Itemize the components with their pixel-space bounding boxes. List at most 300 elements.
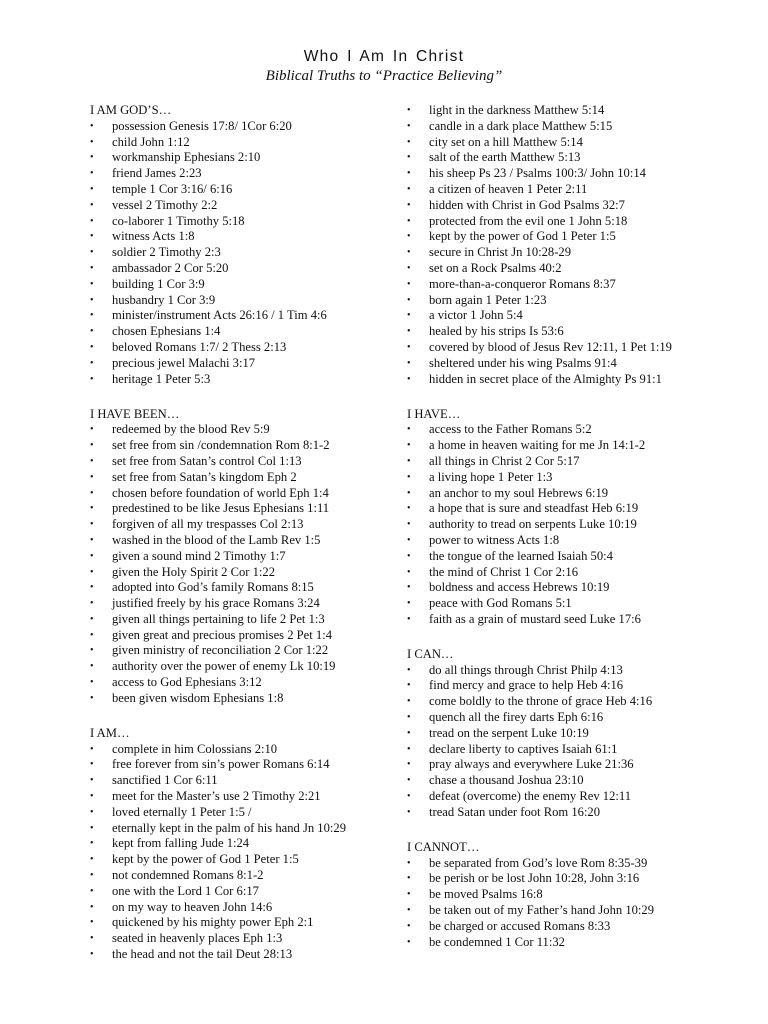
- list-item-text: quench all the firey darts Eph 6:16: [429, 710, 604, 725]
- bullet-icon: •: [407, 231, 411, 243]
- bullet-icon: •: [90, 806, 94, 818]
- list-item: [90, 805, 400, 821]
- list-item-text: sanctified 1 Cor 6:11: [112, 773, 218, 788]
- bullet-icon: •: [407, 727, 411, 739]
- bullet-icon: •: [90, 247, 94, 259]
- bullet-icon: •: [90, 455, 94, 467]
- bullet-icon: •: [407, 120, 411, 132]
- bullet-icon: •: [90, 310, 94, 322]
- list-item: [90, 915, 400, 931]
- bullet-icon: •: [90, 550, 94, 562]
- list-item: [90, 821, 400, 837]
- list-item-text: access to God Ephesians 3:12: [112, 675, 262, 690]
- bullet-icon: •: [407, 247, 411, 259]
- list-item: [407, 198, 747, 214]
- list-item: [90, 166, 400, 182]
- list-item: [90, 757, 400, 773]
- list-item: [90, 356, 400, 372]
- bullet-icon: •: [407, 550, 411, 562]
- list-item: [407, 935, 747, 951]
- list-item: [407, 119, 747, 135]
- list-item-text: born again 1 Peter 1:23: [429, 292, 547, 307]
- bullet-icon: •: [407, 503, 411, 515]
- bullet-list: [90, 422, 400, 706]
- list-item-text: heritage 1 Peter 5:3: [112, 371, 211, 386]
- list-item-text: tread on the serpent Luke 10:19: [429, 725, 589, 740]
- list-item-text: the head and not the tail Deut 28:13: [112, 947, 293, 962]
- section: [407, 840, 747, 951]
- bullet-icon: •: [90, 775, 94, 787]
- bullet-icon: •: [90, 645, 94, 657]
- list-item-text: candle in a dark place Matthew 5:15: [429, 118, 613, 133]
- bullet-icon: •: [407, 152, 411, 164]
- list-item-text: vessel 2 Timothy 2:2: [112, 197, 218, 212]
- section: [407, 103, 747, 387]
- list-item: [407, 214, 747, 230]
- list-item: [90, 836, 400, 852]
- list-item: [90, 773, 400, 789]
- list-item: [407, 438, 747, 454]
- list-item-text: kept from falling Jude 1:24: [112, 836, 250, 851]
- bullet-icon: •: [90, 341, 94, 353]
- bullet-icon: •: [407, 278, 411, 290]
- list-item: [90, 868, 400, 884]
- list-item: [90, 852, 400, 868]
- bullet-icon: •: [407, 873, 411, 885]
- bullet-icon: •: [407, 582, 411, 594]
- list-item: [90, 947, 400, 963]
- list-item-text: minister/instrument Acts 26:16 / 1 Tim 4:6: [112, 308, 327, 323]
- list-item-text: justified freely by his grace Romans 3:24: [112, 596, 320, 611]
- list-item-text: a hope that is sure and steadfast Heb 6:19: [429, 501, 639, 516]
- list-item-text: meet for the Master’s use 2 Timothy 2:21: [112, 789, 321, 804]
- section-heading: I CANNOT…: [407, 839, 480, 854]
- list-item-text: come boldly to the throne of grace Heb 4:16: [429, 694, 653, 709]
- list-item: [407, 580, 747, 596]
- bullet-icon: •: [407, 105, 411, 116]
- bullet-list: [90, 742, 400, 963]
- list-item: [407, 245, 747, 261]
- bullet-icon: •: [90, 743, 94, 755]
- list-item-text: pray always and everywhere Luke 21:36: [429, 757, 634, 772]
- list-item-text: declare liberty to captives Isaiah 61:1: [429, 741, 618, 756]
- list-item-text: the tongue of the learned Isaiah 50:4: [429, 548, 613, 563]
- list-item: [90, 372, 400, 388]
- list-item-text: faith as a grain of mustard seed Luke 17:6: [429, 611, 641, 626]
- list-item: [90, 900, 400, 916]
- list-item: [407, 612, 747, 628]
- list-item-text: an anchor to my soul Hebrews 6:19: [429, 485, 609, 500]
- section: [90, 726, 400, 963]
- bullet-list: [407, 856, 747, 951]
- bullet-icon: •: [407, 357, 411, 369]
- list-item: [407, 308, 747, 324]
- list-item-text: eternally kept in the palm of his hand Jn 10:29: [112, 820, 346, 835]
- list-item: [90, 182, 400, 198]
- list-item-text: a citizen of heaven 1 Peter 2:11: [429, 181, 588, 196]
- list-item-text: hidden in secret place of the Almighty Ps 91:1: [429, 371, 662, 386]
- list-item-text: be condemned 1 Cor 11:32: [429, 934, 565, 949]
- list-item: [90, 340, 400, 356]
- bullet-icon: •: [407, 680, 411, 692]
- list-item: [407, 710, 747, 726]
- list-item-text: workmanship Ephesians 2:10: [112, 150, 261, 165]
- list-item-text: all things in Christ 2 Cor 5:17: [429, 453, 580, 468]
- list-item: [407, 789, 747, 805]
- list-item-text: peace with God Romans 5:1: [429, 596, 572, 611]
- list-item-text: temple 1 Cor 3:16/ 6:16: [112, 181, 233, 196]
- section-heading: I HAVE BEEN…: [90, 406, 180, 421]
- bullet-icon: •: [90, 278, 94, 290]
- list-item-text: access to the Father Romans 5:2: [429, 422, 592, 437]
- list-item: [90, 675, 400, 691]
- list-item-text: predestined to be like Jesus Ephesians 1:11: [112, 501, 330, 516]
- list-item: [90, 135, 400, 151]
- list-item-text: kept by the power of God 1 Peter 1:5: [112, 852, 299, 867]
- list-item-text: beloved Romans 1:7/ 2 Thess 2:13: [112, 339, 287, 354]
- list-item: [407, 261, 747, 277]
- bullet-icon: •: [90, 613, 94, 625]
- bullet-icon: •: [407, 905, 411, 917]
- list-item: [407, 694, 747, 710]
- list-item: [407, 470, 747, 486]
- list-item-text: set free from sin /condemnation Rom 8:1-2: [112, 438, 330, 453]
- list-item-text: chase a thousand Joshua 23:10: [429, 773, 584, 788]
- list-item-text: forgiven of all my trespasses Col 2:13: [112, 517, 304, 532]
- list-item-text: given great and precious promises 2 Pet 1:4: [112, 627, 332, 642]
- list-item: [90, 931, 400, 947]
- list-item: [407, 663, 747, 679]
- list-item: [90, 884, 400, 900]
- bullet-icon: •: [407, 696, 411, 708]
- section: [90, 407, 400, 707]
- list-item: [407, 135, 747, 151]
- list-item: [90, 628, 400, 644]
- bullet-icon: •: [407, 889, 411, 901]
- list-item-text: given a sound mind 2 Timothy 1:7: [112, 548, 286, 563]
- list-item: [407, 919, 747, 935]
- list-item: [407, 726, 747, 742]
- section: [90, 103, 400, 387]
- bullet-icon: •: [407, 294, 411, 306]
- list-item: [90, 596, 400, 612]
- list-item: [407, 871, 747, 887]
- bullet-icon: •: [407, 373, 411, 385]
- list-item: [407, 293, 747, 309]
- bullet-icon: •: [407, 534, 411, 546]
- list-item: [90, 549, 400, 565]
- list-item-text: redeemed by the blood Rev 5:9: [112, 422, 270, 437]
- list-item-text: covered by blood of Jesus Rev 12:11, 1 Pet 1:19: [429, 339, 672, 354]
- list-item-text: be separated from God’s love Rom 8:35-39: [429, 855, 648, 870]
- list-item: [90, 580, 400, 596]
- list-item-text: seated in heavenly places Eph 1:3: [112, 931, 283, 946]
- bullet-icon: •: [90, 854, 94, 866]
- bullet-icon: •: [407, 664, 411, 676]
- bullet-icon: •: [90, 661, 94, 673]
- bullet-icon: •: [90, 152, 94, 164]
- list-item-text: complete in him Colossians 2:10: [112, 741, 278, 756]
- list-item-text: be charged or accused Romans 8:33: [429, 918, 611, 933]
- bullet-icon: •: [90, 933, 94, 945]
- list-item: [407, 372, 747, 388]
- list-item-text: not condemned Romans 8:1-2: [112, 868, 264, 883]
- list-item-text: friend James 2:23: [112, 166, 202, 181]
- list-item: [90, 119, 400, 135]
- list-item: [90, 261, 400, 277]
- list-item: [407, 166, 747, 182]
- list-item: [407, 533, 747, 549]
- bullet-icon: •: [90, 424, 94, 436]
- list-item-text: one with the Lord 1 Cor 6:17: [112, 883, 259, 898]
- list-item: [407, 324, 747, 340]
- bullet-icon: •: [90, 901, 94, 913]
- list-item: [407, 501, 747, 517]
- list-item: [407, 742, 747, 758]
- list-item-text: be moved Psalms 16:8: [429, 887, 543, 902]
- list-item: [407, 856, 747, 872]
- document-header: [0, 47, 768, 86]
- bullet-icon: •: [407, 743, 411, 755]
- list-item: [407, 887, 747, 903]
- list-item-text: on my way to heaven John 14:6: [112, 899, 273, 914]
- list-item: [407, 757, 747, 773]
- list-item-text: a living hope 1 Peter 1:3: [429, 469, 553, 484]
- bullet-icon: •: [90, 503, 94, 515]
- list-item: [407, 596, 747, 612]
- list-item-text: precious jewel Malachi 3:17: [112, 355, 256, 370]
- bullet-icon: •: [407, 326, 411, 338]
- list-item: [407, 517, 747, 533]
- list-item: [90, 691, 400, 707]
- list-item-text: protected from the evil one 1 John 5:18: [429, 213, 628, 228]
- list-item: [90, 533, 400, 549]
- list-item-text: be taken out of my Father’s hand John 10:29: [429, 903, 655, 918]
- bullet-icon: •: [407, 168, 411, 180]
- section: [407, 407, 747, 628]
- bullet-icon: •: [90, 199, 94, 211]
- bullet-icon: •: [90, 136, 94, 148]
- bullet-icon: •: [90, 692, 94, 704]
- list-item-text: hidden with Christ in God Psalms 32:7: [429, 197, 625, 212]
- list-item: [407, 454, 747, 470]
- list-item: [90, 470, 400, 486]
- list-item-text: witness Acts 1:8: [112, 229, 195, 244]
- bullet-icon: •: [90, 373, 94, 385]
- list-item-text: salt of the earth Matthew 5:13: [429, 150, 581, 165]
- bullet-icon: •: [90, 357, 94, 369]
- list-item: [90, 277, 400, 293]
- list-item-text: set on a Rock Psalms 40:2: [429, 260, 562, 275]
- section-heading: I HAVE…: [407, 406, 461, 421]
- list-item: [90, 293, 400, 309]
- list-item: [90, 308, 400, 324]
- list-item: [90, 422, 400, 438]
- list-item-text: adopted into God’s family Romans 8:15: [112, 580, 314, 595]
- list-item-text: set free from Satan’s kingdom Eph 2: [112, 469, 297, 484]
- bullet-icon: •: [407, 857, 411, 869]
- list-item-text: given the Holy Spirit 2 Cor 1:22: [112, 564, 276, 579]
- bullet-icon: •: [90, 120, 94, 132]
- bullet-icon: •: [90, 822, 94, 834]
- list-item: [90, 789, 400, 805]
- bullet-list: [407, 422, 747, 627]
- list-item-text: husbandry 1 Cor 3:9: [112, 292, 216, 307]
- left-column: [90, 103, 400, 982]
- list-item: [90, 565, 400, 581]
- list-item: [90, 659, 400, 675]
- bullet-icon: •: [90, 677, 94, 689]
- bullet-icon: •: [90, 534, 94, 546]
- list-item-text: sheltered under his wing Psalms 91:4: [429, 355, 617, 370]
- bullet-icon: •: [407, 424, 411, 436]
- bullet-icon: •: [90, 519, 94, 531]
- bullet-icon: •: [90, 582, 94, 594]
- bullet-icon: •: [407, 775, 411, 787]
- bullet-icon: •: [90, 183, 94, 195]
- bullet-icon: •: [90, 949, 94, 961]
- bullet-icon: •: [90, 440, 94, 452]
- bullet-icon: •: [407, 341, 411, 353]
- list-item-text: kept by the power of God 1 Peter 1:5: [429, 229, 616, 244]
- list-item-text: quickened by his mighty power Eph 2:1: [112, 915, 314, 930]
- bullet-icon: •: [90, 629, 94, 641]
- list-item-text: ambassador 2 Cor 5:20: [112, 260, 229, 275]
- list-item: [407, 229, 747, 245]
- list-item: [90, 150, 400, 166]
- bullet-icon: •: [90, 791, 94, 803]
- bullet-icon: •: [407, 519, 411, 531]
- bullet-icon: •: [407, 936, 411, 948]
- bullet-icon: •: [407, 487, 411, 499]
- list-item-text: tread Satan under foot Rom 16:20: [429, 804, 601, 819]
- bullet-icon: •: [90, 598, 94, 610]
- list-item: [90, 214, 400, 230]
- bullet-icon: •: [90, 917, 94, 929]
- bullet-icon: •: [407, 566, 411, 578]
- bullet-icon: •: [407, 598, 411, 610]
- bullet-icon: •: [407, 215, 411, 227]
- list-item-text: chosen before foundation of world Eph 1:4: [112, 485, 329, 500]
- list-item-text: city set on a hill Matthew 5:14: [429, 134, 583, 149]
- list-item-text: washed in the blood of the Lamb Rev 1:5: [112, 532, 321, 547]
- list-item-text: chosen Ephesians 1:4: [112, 324, 221, 339]
- list-item-text: been given wisdom Ephesians 1:8: [112, 690, 284, 705]
- bullet-icon: •: [407, 262, 411, 274]
- list-item-text: his sheep Ps 23 / Psalms 100:3/ John 10:14: [429, 166, 646, 181]
- list-item-text: healed by his strips Is 53:6: [429, 324, 564, 339]
- bullet-icon: •: [90, 215, 94, 227]
- list-item: [90, 198, 400, 214]
- list-item-text: power to witness Acts 1:8: [429, 532, 560, 547]
- list-item: [407, 486, 747, 502]
- bullet-icon: •: [407, 455, 411, 467]
- list-item-text: defeat (overcome) the enemy Rev 12:11: [429, 789, 631, 804]
- section-heading: I AM…: [90, 725, 130, 740]
- list-item: [90, 501, 400, 517]
- list-item-text: given all things pertaining to life 2 Pet 1:3: [112, 611, 325, 626]
- list-item-text: authority over the power of enemy Lk 10:19: [112, 659, 336, 674]
- list-item-text: child John 1:12: [112, 134, 190, 149]
- bullet-icon: •: [407, 791, 411, 803]
- list-item-text: possession Genesis 17:8/ 1Cor 6:20: [112, 118, 292, 133]
- bullet-icon: •: [90, 471, 94, 483]
- bullet-icon: •: [90, 262, 94, 274]
- bullet-icon: •: [90, 294, 94, 306]
- bullet-icon: •: [90, 326, 94, 338]
- list-item-text: more-than-a-conqueror Romans 8:37: [429, 276, 616, 291]
- bullet-icon: •: [407, 806, 411, 818]
- list-item-text: authority to tread on serpents Luke 10:19: [429, 517, 637, 532]
- list-item: [407, 150, 747, 166]
- right-column: [407, 103, 747, 970]
- bullet-icon: •: [407, 712, 411, 724]
- list-item-text: do all things through Christ Philp 4:13: [429, 662, 623, 677]
- section-heading: I AM GOD’S…: [90, 103, 172, 117]
- section: [407, 647, 747, 821]
- list-item: [90, 742, 400, 758]
- list-item: [407, 773, 747, 789]
- list-item-text: find mercy and grace to help Heb 4:16: [429, 678, 624, 693]
- list-item: [407, 340, 747, 356]
- list-item: [407, 422, 747, 438]
- bullet-icon: •: [407, 310, 411, 322]
- list-item-text: boldness and access Hebrews 10:19: [429, 580, 610, 595]
- bullet-icon: •: [90, 168, 94, 180]
- list-item: [407, 103, 747, 119]
- list-item-text: a home in heaven waiting for me Jn 14:1-2: [429, 438, 646, 453]
- list-item-text: secure in Christ Jn 10:28-29: [429, 245, 572, 260]
- list-item-text: free forever from sin’s power Romans 6:14: [112, 757, 330, 772]
- bullet-list: [90, 119, 400, 388]
- list-item-text: soldier 2 Timothy 2:3: [112, 245, 221, 260]
- bullet-icon: •: [90, 566, 94, 578]
- list-item-text: be perish or be lost John 10:28, John 3:16: [429, 871, 640, 886]
- list-item: [90, 486, 400, 502]
- list-item: [407, 549, 747, 565]
- bullet-icon: •: [407, 199, 411, 211]
- bullet-list: [407, 103, 747, 387]
- bullet-icon: •: [90, 231, 94, 243]
- bullet-icon: •: [407, 759, 411, 771]
- page-subtitle: Biblical Truths to “Practice Believing”: [265, 68, 503, 84]
- bullet-icon: •: [407, 136, 411, 148]
- list-item: [90, 643, 400, 659]
- bullet-icon: •: [407, 440, 411, 452]
- list-item: [90, 517, 400, 533]
- list-item: [90, 438, 400, 454]
- list-item-text: light in the darkness Matthew 5:14: [429, 103, 605, 117]
- list-item: [407, 356, 747, 372]
- list-item: [407, 805, 747, 821]
- list-item: [90, 245, 400, 261]
- list-item-text: loved eternally 1 Peter 1:5 /: [112, 804, 252, 819]
- bullet-icon: •: [90, 759, 94, 771]
- bullet-icon: •: [407, 920, 411, 932]
- bullet-icon: •: [407, 471, 411, 483]
- bullet-icon: •: [90, 870, 94, 882]
- page-title: Who I Am In Christ: [303, 48, 465, 65]
- list-item: [90, 229, 400, 245]
- list-item-text: building 1 Cor 3:9: [112, 276, 205, 291]
- list-item-text: set free from Satan’s control Col 1:13: [112, 453, 302, 468]
- list-item: [90, 454, 400, 470]
- list-item: [90, 324, 400, 340]
- list-item: [407, 182, 747, 198]
- list-item-text: given ministry of reconciliation 2 Cor 1:22: [112, 643, 329, 658]
- section-heading: I CAN…: [407, 646, 454, 661]
- bullet-list: [407, 663, 747, 821]
